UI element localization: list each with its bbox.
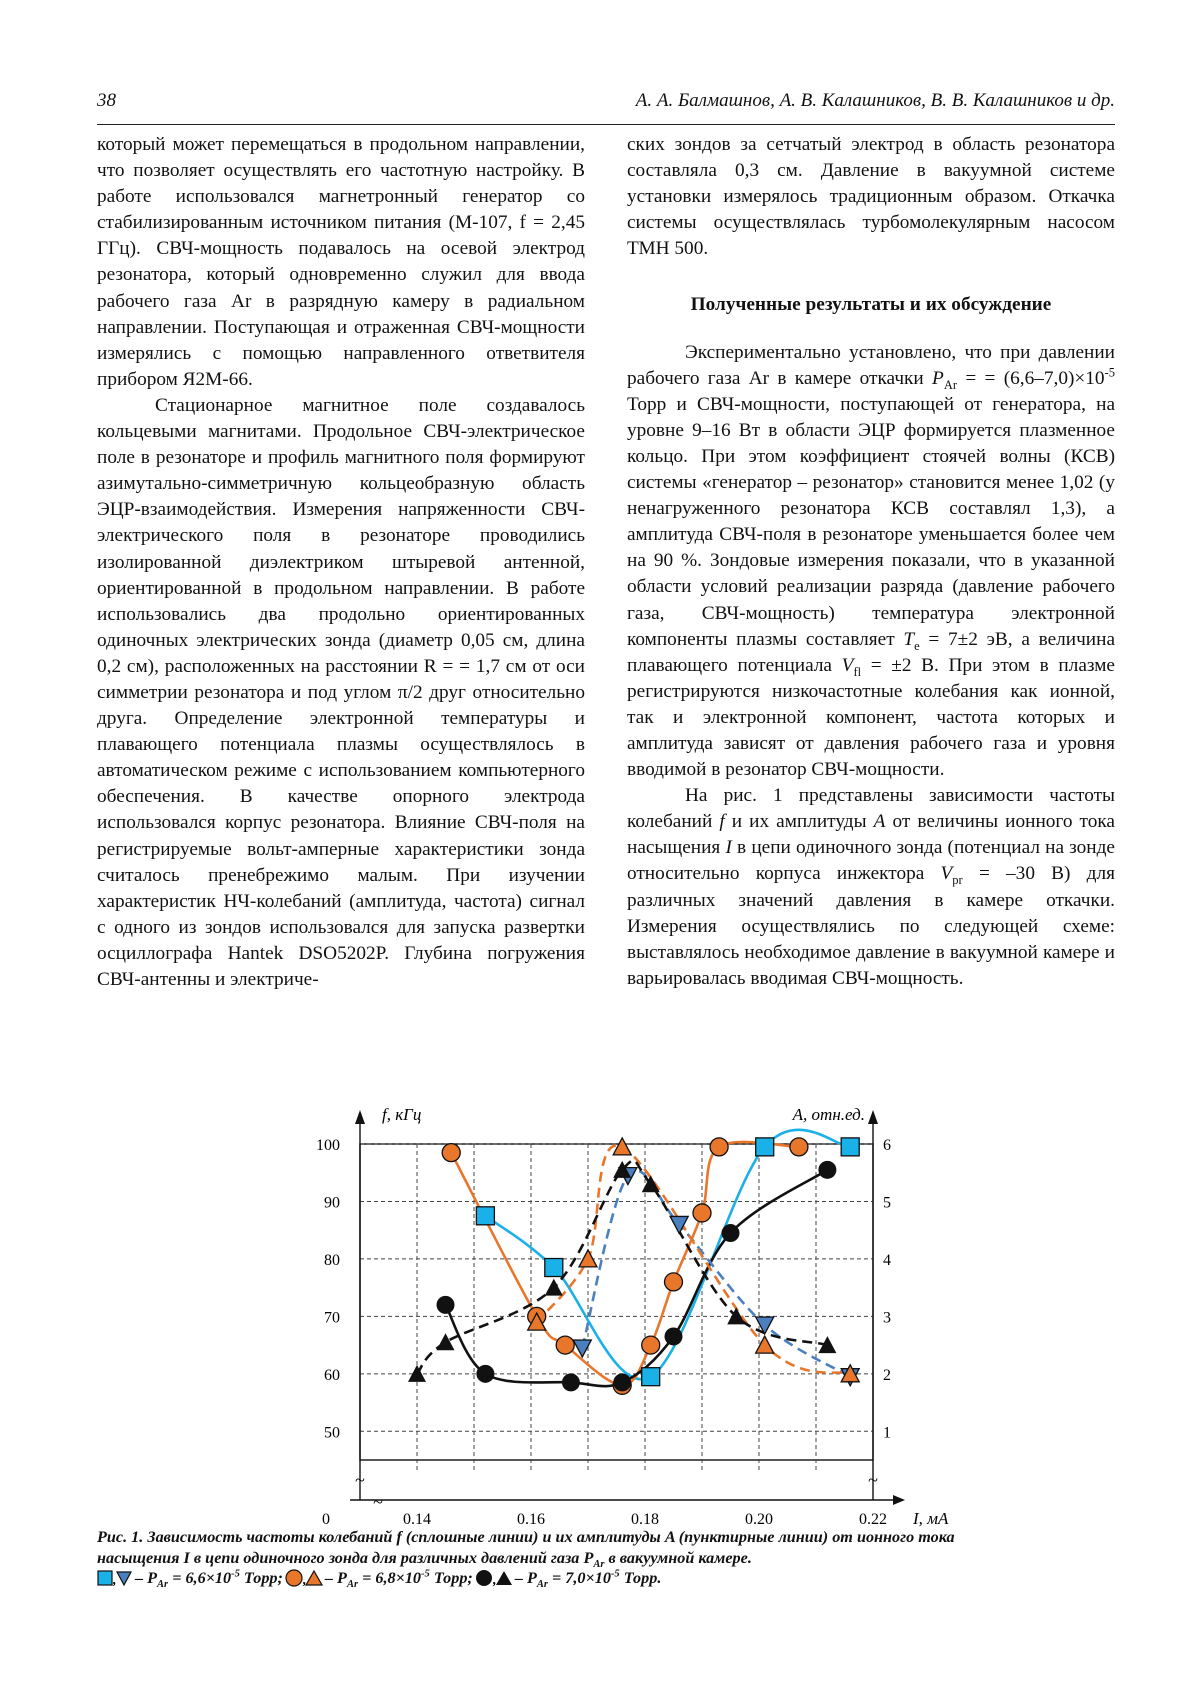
y-right-tick-label: 3 bbox=[883, 1309, 891, 1327]
y-left-tick-label: 100 bbox=[316, 1137, 340, 1154]
y-left-axis-label: f, кГц bbox=[382, 1105, 422, 1124]
marker-circle bbox=[642, 1336, 660, 1354]
y-right-tick-label: 4 bbox=[883, 1251, 891, 1269]
section-heading: Полученные результаты и их обсуждение bbox=[690, 294, 1052, 316]
y-left-tick-label: 90 bbox=[324, 1194, 340, 1212]
svg-text:,: , bbox=[113, 1573, 117, 1588]
y-right-axis-label: A, отн.ед. bbox=[792, 1105, 865, 1124]
figure-caption bbox=[97, 1527, 1115, 1589]
marker-square bbox=[756, 1138, 774, 1156]
marker-circle bbox=[790, 1138, 808, 1156]
svg-text:,: , bbox=[302, 1573, 307, 1588]
svg-text:,: , bbox=[492, 1573, 497, 1588]
marker-filled-circle bbox=[562, 1373, 580, 1391]
page-number: 38 bbox=[97, 90, 116, 111]
running-title: А. А. Балмашнов, А. В. Калашников, В. В. Калашников и др. bbox=[635, 90, 1115, 111]
x-tick-label: 0.20 bbox=[745, 1511, 773, 1528]
marker-filled-circle bbox=[722, 1224, 740, 1242]
right-paragraph-3: На рис. 1 представлены зависимости частоты колебаний f и их амплитуды A от величины ионного тока насыщения I в цепи одиночного зонда (потенциал на зонде относительно корпуса инжектора $V_{pr} = -30$ В) для различных значений давления в камере откачки. Измерения осуществлялись по следующей схеме: выставлялось необходимое давление в вакуумной камере и варьировалась вводимая СВЧ-мощность. bbox=[627, 785, 1115, 989]
y-right-tick-label: 1 bbox=[883, 1424, 891, 1442]
legend-6-8: – $P_{Ar} = 6,8\times 10^{-5}$ Торр; bbox=[324, 1568, 473, 1591]
axis-break-mark: ~ bbox=[355, 1470, 365, 1490]
marker-square bbox=[545, 1259, 563, 1277]
x-tick-label: 0.14 bbox=[403, 1511, 431, 1528]
legend-marker-6-8 bbox=[285, 1569, 323, 1587]
legend-marker-7-0 bbox=[475, 1569, 513, 1587]
legend-6-6: – $P_{Ar} = 6,6\times 10^{-5}$ Торр; bbox=[135, 1568, 283, 1591]
marker-filled-circle bbox=[818, 1161, 836, 1179]
caption-line-1: Рис. 1. Зависимость частоты колебаний f (сплошные линии) и их амплитуды A (пунктирные линии) от ионного тока bbox=[97, 1528, 955, 1546]
axis-break-mark: ~ bbox=[373, 1492, 383, 1512]
marker-circle bbox=[665, 1273, 683, 1291]
legend-marker-6-6 bbox=[97, 1569, 133, 1587]
caption-legend bbox=[97, 1568, 1115, 1589]
x-tick-label: 0.18 bbox=[631, 1511, 659, 1528]
marker-circle bbox=[710, 1138, 728, 1156]
y-left-arrow bbox=[355, 1110, 365, 1124]
marker-square bbox=[642, 1368, 660, 1386]
marker-filled-triangle bbox=[437, 1333, 455, 1350]
y-right-tick-label: 6 bbox=[883, 1137, 891, 1154]
legend-7-0: – $P_{Ar} = 7,0\times 10^{-5}$ Торр. bbox=[514, 1568, 662, 1591]
right-paragraph-2: Экспериментально установлено, что при давлении рабочего газа Ar в камере откачки $P_{Ar}$ = = $(6,6-7,0)\times 10^{-5}$ Торр и СВЧ-мощности, поступающей от генератора, на уровне 9–16 Вт в области ЭЦР формируется плазменное кольцо. При этом коэффициент стоячей волны (КСВ) системы «генератор – резонатор» становится менее 1,02 (у ненагруженного резонатора КСВ составлял 1,3), а амплитуда СВЧ-поля в резонаторе уменьшается более чем на 90 %. Зондовые измерения показали, что в указанной области условий реализации разряда (давление рабочего газа, СВЧ-мощность) температура электронной компоненты плазмы составляет $T_e = 7\pm 2$ эВ, а величина плавающего потенциала $V_{fl} = \pm 2$ В. При этом в плазме регистрируются низкочастотные колебания как ионной, так и электронной компонент, частота которых и амплитуда зависят от давления рабочего газа и уровня вводимой в резонатор СВЧ-мощности. bbox=[627, 341, 1116, 781]
y-right-tick-label: 2 bbox=[883, 1366, 891, 1384]
y-left-tick-label: 70 bbox=[324, 1309, 340, 1327]
x-tick-label: 0 bbox=[322, 1511, 330, 1528]
y-right-arrow bbox=[868, 1110, 878, 1124]
marker-square bbox=[841, 1138, 859, 1156]
marker-filled-circle bbox=[476, 1365, 494, 1383]
marker-filled-triangle bbox=[545, 1279, 563, 1296]
marker-filled-circle bbox=[437, 1296, 455, 1314]
y-left-tick-label: 50 bbox=[324, 1424, 340, 1442]
marker-filled-circle bbox=[665, 1327, 683, 1345]
y-left-tick-label: 60 bbox=[324, 1366, 340, 1384]
marker-triangle-down bbox=[670, 1216, 688, 1233]
y-left-tick-label: 80 bbox=[324, 1251, 340, 1269]
right-paragraph-1: ских зондов за сетчатый электрод в область резонатора составляла 0,3 см. Давление в вакуумной системе установки измерялось традиционным образом. Откачка системы осуществлялась турбомолекулярным насосом ТМН 500. bbox=[627, 134, 1115, 260]
caption-line-2: насыщения I в цепи одиночного зонда для различных давлений газа $P_{Ar}$ в вакуумной камере. bbox=[97, 1548, 752, 1570]
marker-circle bbox=[442, 1144, 460, 1162]
marker-circle bbox=[693, 1204, 711, 1222]
plot-frame bbox=[360, 1144, 873, 1460]
axis-break-mark: ~ bbox=[868, 1470, 878, 1490]
marker-square bbox=[476, 1207, 494, 1225]
x-tick-label: 0.16 bbox=[517, 1511, 545, 1528]
left-paragraph-1: который может перемещаться в продольном направлении, что позволяет осуществлять его частотную настройку. В работе использовался магнетронный генератор со стабилизированным источником питания (М-107, f = 2,45 ГГц). СВЧ-мощность подавалось на осевой электрод резонатора, который одновременно служил для ввода рабочего газа Ar в разрядную камеру в радиальном направлении. Поступающая и отраженная СВЧ-мощности измерялись с помощью направленного ответвителя прибором Я2М-66. bbox=[97, 134, 585, 390]
y-right-tick-label: 5 bbox=[883, 1194, 891, 1212]
marker-circle bbox=[556, 1336, 574, 1354]
marker-triangle-up bbox=[756, 1336, 774, 1353]
left-paragraph-2: Стационарное магнитное поле создавалось кольцевыми магнитами. Продольное СВЧ-электрическое поле в резонаторе и профиль магнитного поля формируют азимутально-симметричную кольцеобразную область ЭЦР-взаимодействия. Измерения напряженности СВЧ-электрического поля в резонаторе проводились изолированной диэлектриком штыревой антенной, ориентированной в продольном направлении. В работе использовались два продольно ориентированных одиночных электрических зонда (диаметр 0,05 см, длина 0,2 см), расположенных на расстоянии R = = 1,7 см от оси симметрии резонатора и под углом π/2 друг относительно друга. Определение электронной температуры и плавающего потенциала плазмы осуществлялось в автоматическом режиме с использованием компьютерного обеспечения. В качестве опорного электрода использовался корпус резонатора. Влияние СВЧ-поля на регистрируемые вольт-амперные характеристики зонда считалось пренебрежимо малым. При изучении характеристик НЧ-колебаний (амплитуда, частота) сигнал с одного из зондов использовался для запуска развертки осциллографа Hantek DSO5202P. Глубина погружения СВЧ-антенны и электриче- bbox=[97, 394, 585, 990]
x-tick-label: 0.22 bbox=[859, 1511, 887, 1528]
marker-filled-circle bbox=[613, 1373, 631, 1391]
x-arrow bbox=[893, 1495, 905, 1505]
x-axis-label: I, мА bbox=[913, 1509, 949, 1528]
